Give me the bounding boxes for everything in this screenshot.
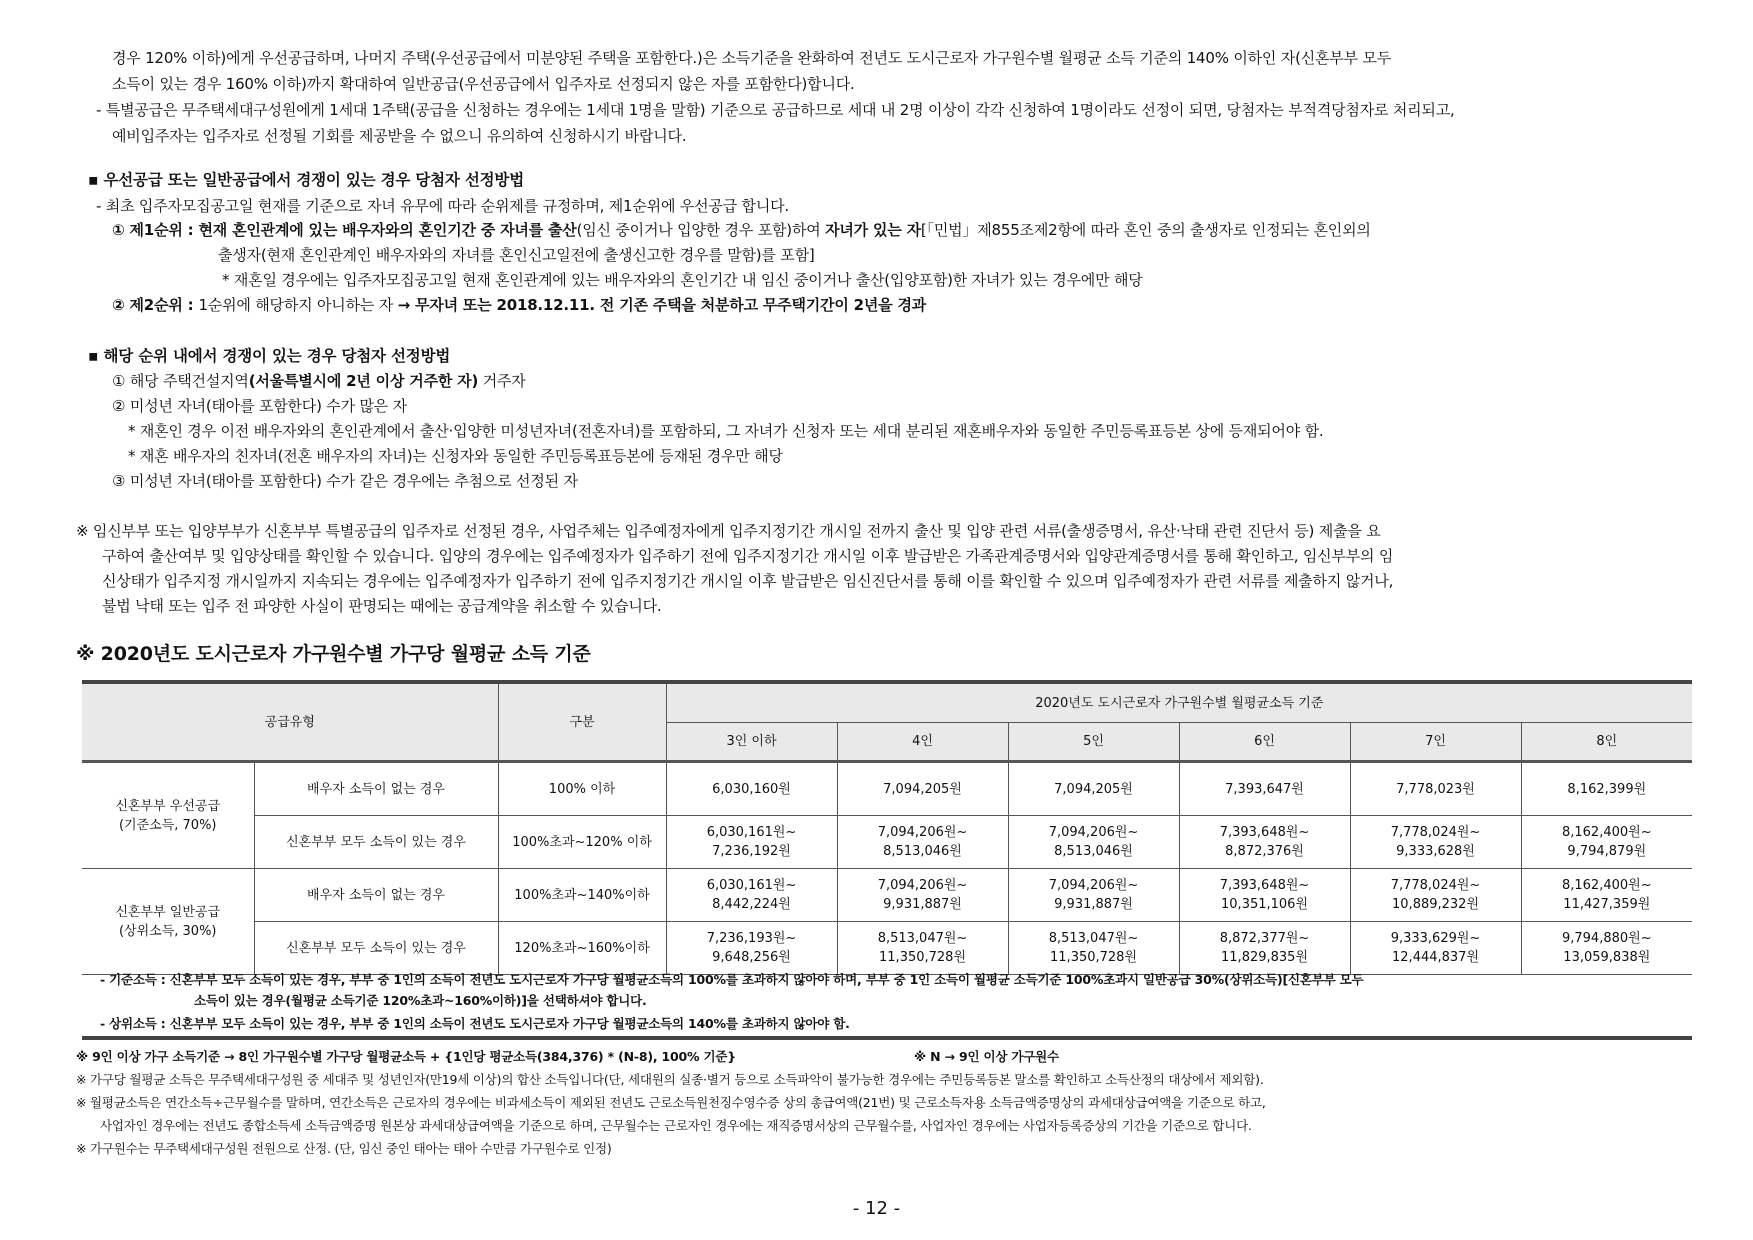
income-standard-table [82,680,1692,975]
cell-value: 7,094,205원 [1008,762,1179,816]
group-general-sub: (상위소득, 30%) [118,923,217,939]
row-division: 100% 이하 [498,762,666,816]
pregnancy-note-line-4: 불법 낙태 또는 입주 전 파양한 사실이 판명되는 때에는 공급계약을 취소할 수 있습니다. [102,597,662,615]
cell-value: 7,094,206원~ 8,513,046원 [1008,816,1179,869]
table-note-standard-cont: 소득이 있는 경우(월평균 소득기준 120%초과~160%이하)]을 선택하셔야 합니다. [194,993,647,1008]
cell-value: 8,872,377원~ 11,829,835원 [1179,922,1350,975]
header-supply-type: 공급유형 [82,682,498,762]
group-general-label: 신혼부부 일반공급 [115,904,221,920]
rank1-bold: 자녀가 있는 자 [825,221,921,239]
criteria-item-3: ③ 미성년 자녀(태아를 포함한다) 수가 같은 경우에는 추첨으로 선정된 자 [112,472,578,490]
cell-value: 6,030,160원 [666,762,837,816]
cell-value: 8,162,399원 [1521,762,1692,816]
footnote-household-income: ※ 가구당 월평균 소득은 무주택세대구성원 중 세대주 및 성년인자(만19세 이상)의 합산 소득입니다(단, 세대원의 실종·별거 등으로 소득파악이 불가능한 경우에는 주민등록등본 말소를 확인하고 소득산정의 대상에서 제외함). [76,1072,1264,1087]
table-row [82,816,1692,869]
row-sub-label: 배우자 소득이 없는 경우 [254,762,498,816]
row-division: 100%초과~140%이하 [498,869,666,922]
row-sub-label: 배우자 소득이 없는 경우 [254,869,498,922]
cell-value: 7,393,647원 [1179,762,1350,816]
rank2-mid: 1순위에 해당하지 아니하는 자 [198,296,398,314]
criteria-item-2-note-1: * 재혼인 경우 이전 배우자와의 혼인관계에서 출산·입양한 미성년자녀(전혼자녀)를 포함하되, 그 자녀가 신청자 또는 세대 분리된 재혼배우자와 동일한 주민등록표등본 상에 등재되어야 함. [128,422,1324,440]
rank1-tail: [「민법」제855조제2항에 따라 혼인 중의 출생자로 인정되는 혼인외의 [920,221,1371,239]
criteria-item-1 [112,371,526,391]
cell-value: 7,094,206원~ 9,931,887원 [1008,869,1179,922]
cell-value: 7,094,205원 [837,762,1008,816]
cell-value: 7,778,023원 [1350,762,1521,816]
page-number: - 12 - [852,1198,901,1219]
cell-value: 7,778,024원~ 10,889,232원 [1350,869,1521,922]
rank2-line [112,295,926,315]
cell-value: 7,393,648원~ 10,351,106원 [1179,869,1350,922]
rank1-heading: ① 제1순위 : 현재 혼인관계에 있는 배우자와의 혼인기간 중 자녀를 출산 [112,221,577,239]
table-bottom-rule [82,1036,1692,1040]
header-col-7: 7인 [1350,723,1521,762]
cell-value: 8,162,400원~ 9,794,879원 [1521,816,1692,869]
group-priority-label: 신혼부부 우선공급 [115,798,221,814]
header-col-8: 8인 [1521,723,1692,762]
cell-value: 7,393,648원~ 8,872,376원 [1179,816,1350,869]
table-row [82,869,1692,922]
header-income-group: 2020년도 도시근로자 가구원수별 월평균소득 기준 [666,682,1692,723]
rank2-tail: → 무자녀 또는 2018.12.11. 전 기존 주택을 처분하고 무주택기간이 2년을 경과 [397,296,927,314]
footnote-household-count: ※ 가구원수는 무주택세대구성원 전원으로 산정. (단, 임신 중인 태아는 태아 수만큼 가구원수로 인정) [76,1141,612,1156]
group-priority-sub: (기준소득, 70%) [118,817,217,833]
footnote-9-persons: ※ 9인 이상 가구 소득기준 → 8인 가구원수별 가구당 월평균소득 + {1인당 평균소득(384,376) * (N-8), 100% 기준} [76,1049,736,1064]
income-table-title: ※ 2020년도 도시근로자 가구원수별 가구당 월평균 소득 기준 [76,643,591,665]
table-row [82,922,1692,975]
header-col-4: 4인 [837,723,1008,762]
group-priority-supply [82,762,254,869]
intro-line-1: 경우 120% 이하)에게 우선공급하며, 나머지 주택(우선공급에서 미분양된 주택을 포함한다.)은 소득기준을 완화하여 전년도 도시근로자 가구원수별 월평균 소득 기준의 140% 이하인 자(신혼부부 모두 [112,49,1392,67]
rank1-mid: (임신 중이거나 입양한 경우 포함)하여 [576,221,826,239]
section-heading-competition: ▪ 해당 순위 내에서 경쟁이 있는 경우 당첨자 선정방법 [88,347,451,365]
row-division: 120%초과~160%이하 [498,922,666,975]
pregnancy-note-line-2: 구하여 출산여부 및 입양상태를 확인할 수 있습니다. 입양의 경우에는 입주예정자가 입주하기 전에 입주지정기간 개시일 이후 발급받은 가족관계증명서와 입양관계증명서를 통해 확인하고, 임신부부의 임 [102,547,1394,565]
cell-value: 6,030,161원~ 8,442,224원 [666,869,837,922]
sec1-line-1: - 최초 입주자모집공고일 현재를 기준으로 자녀 유무에 따라 순위제를 규정하며, 제1순위에 우선공급 합니다. [96,197,789,215]
intro-line-3: - 특별공급은 무주택세대구성원에게 1세대 1주택(공급을 신청하는 경우에는 1세대 1명을 말함) 기준으로 공급하므로 세대 내 2명 이상이 각각 신청하여 1명이라도 선정이 되면, 당첨자는 부적격당첨자로 처리되고, [96,101,1455,119]
rank1-note: * 재혼일 경우에는 입주자모집공고일 현재 혼인관계에 있는 배우자와의 혼인기간 내 임신 중이거나 출산(입양포함)한 자녀가 있는 경우에만 해당 [222,271,1143,289]
footnote-monthly-income: ※ 월평균소득은 연간소득÷근무월수를 말하며, 연간소득은 근로자의 경우에는 비과세소득이 제외된 전년도 근로소득원천징수영수증 상의 총급여액(21번) 및 근로소득자용 소득금액증명상의 과세대상급여액을 기준으로 하고, [76,1095,1266,1110]
criteria-item-1-pre: ① 해당 주택건설지역 [112,372,249,390]
rank2-heading: ② 제2순위 : [112,296,199,314]
cell-value: 7,778,024원~ 9,333,628원 [1350,816,1521,869]
pregnancy-note-line-1: ※ 임신부부 또는 입양부부가 신혼부부 특별공급의 입주자로 선정된 경우, 사업주체는 입주예정자에게 입주지정기간 개시일 전까지 출산 및 입양 관련 서류(출생증명서, 유산·낙태 관련 진단서 등) 제출을 요 [76,522,1381,540]
header-col-5: 5인 [1008,723,1179,762]
cell-value: 7,236,193원~ 9,648,256원 [666,922,837,975]
cell-value: 9,333,629원~ 12,444,837원 [1350,922,1521,975]
pregnancy-note-line-3: 신상태가 입주지정 개시일까지 지속되는 경우에는 입주예정자가 입주하기 전에 입주지정기간 개시일 이후 발급받은 임신진단서를 통해 이를 확인할 수 있으며 입주예정자가 관련 서류를 제출하지 않거나, [102,572,1394,590]
row-sub-label: 신혼부부 모두 소득이 있는 경우 [254,816,498,869]
table-note-standard: - 기준소득 : 신혼부부 모두 소득이 있는 경우, 부부 중 1인의 소득이 전년도 도시근로자 가구당 월평균소득의 100%를 초과하지 않아야 하며, 부부 중 1인 소득이 월평균 소득기준 100%초과시 일반공급 30%(상위소득)[신혼부부 모두 [100,972,1364,987]
table-row [82,762,1692,816]
rank1-line-2: 출생자(현재 혼인관계인 배우자와의 자녀를 혼인신고일전에 출생신고한 경우를 말함)를 포함] [218,246,815,264]
cell-value: 9,794,880원~ 13,059,838원 [1521,922,1692,975]
intro-line-2: 소득이 있는 경우 160% 이하)까지 확대하여 일반공급(우선공급에서 입주자로 선정되지 않은 자를 포함한다)합니다. [112,75,855,93]
criteria-item-1-post: 거주자 [478,372,526,390]
footnote-n-definition: ※ N → 9인 이상 가구원수 [914,1049,1059,1064]
criteria-item-2-note-2: * 재혼 배우자의 친자녀(전혼 배우자의 자녀)는 신청자와 동일한 주민등록표등본에 등재된 경우만 해당 [128,447,783,465]
rank1-line [112,220,1371,240]
cell-value: 7,094,206원~ 9,931,887원 [837,869,1008,922]
section-heading-priority: ▪ 우선공급 또는 일반공급에서 경쟁이 있는 경우 당첨자 선정방법 [88,171,524,189]
header-division: 구분 [498,682,666,762]
header-col-3: 3인 이하 [666,723,837,762]
table-note-upper: - 상위소득 : 신혼부부 모두 소득이 있는 경우, 부부 중 1인의 소득이 전년도 도시근로자 가구당 월평균소득의 140%를 초과하지 않아야 함. [100,1016,850,1031]
footnote-monthly-income-cont: 사업자인 경우에는 전년도 종합소득세 소득금액증명 원본상 과세대상급여액을 기준으로 하며, 근무월수는 근로자인 경우에는 재직증명서상의 근무월수를, 사업자인 경우에는 사업자등록증상의 기간을 기준으로 합니다. [100,1118,1252,1133]
cell-value: 8,513,047원~ 11,350,728원 [837,922,1008,975]
cell-value: 6,030,161원~ 7,236,192원 [666,816,837,869]
intro-line-4: 예비입주자는 입주자로 선정될 기회를 제공받을 수 없으니 유의하여 신청하시기 바랍니다. [112,127,687,145]
criteria-item-1-bold: (서울특별시에 2년 이상 거주한 자) [248,372,479,390]
cell-value: 8,162,400원~ 11,427,359원 [1521,869,1692,922]
row-division: 100%초과~120% 이하 [498,816,666,869]
criteria-item-2: ② 미성년 자녀(태아를 포함한다) 수가 많은 자 [112,397,407,415]
header-col-6: 6인 [1179,723,1350,762]
cell-value: 8,513,047원~ 11,350,728원 [1008,922,1179,975]
group-general-supply [82,869,254,975]
cell-value: 7,094,206원~ 8,513,046원 [837,816,1008,869]
row-sub-label: 신혼부부 모두 소득이 있는 경우 [254,922,498,975]
